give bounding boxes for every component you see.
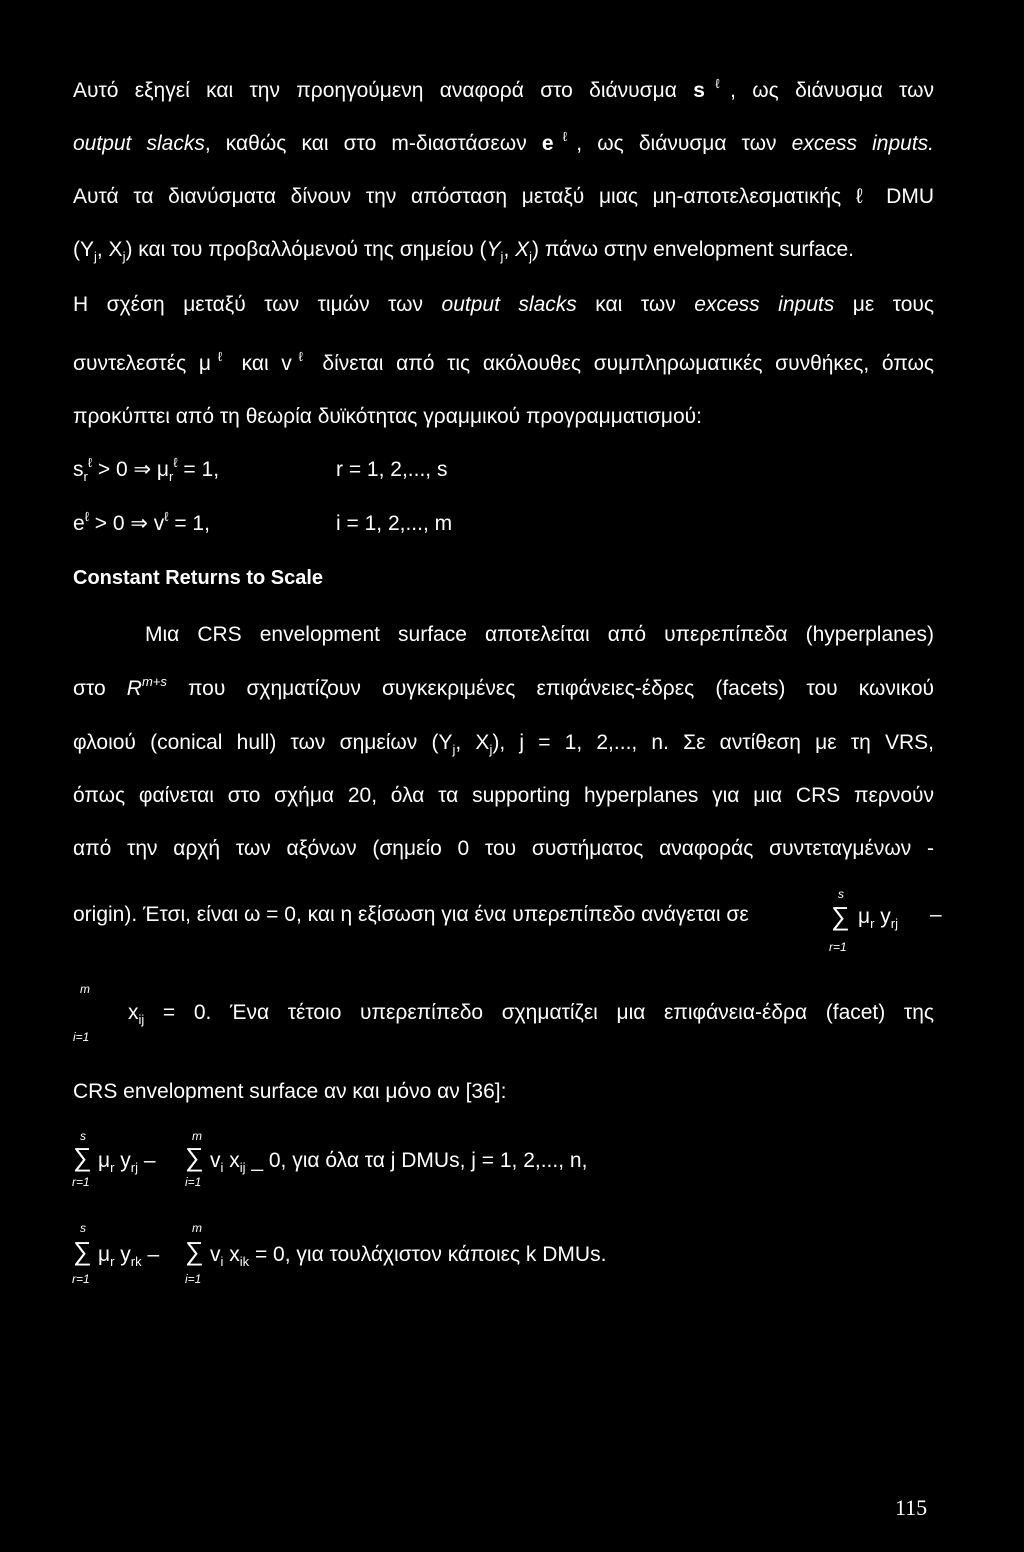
sum-upper-limit: s bbox=[80, 1221, 86, 1235]
sum-upper-limit: m bbox=[192, 1221, 202, 1235]
text-line: CRS envelopment surface αν και μόνο αν [36]: bbox=[73, 1080, 507, 1103]
text-line: από την αρχή των αξόνων (σημείο 0 του συστήματος αναφοράς συντεταγμένων - bbox=[73, 837, 934, 860]
sum-lower-limit: i=1 bbox=[185, 1272, 202, 1286]
sum-lower-limit: i=1 bbox=[185, 1175, 202, 1189]
condition-2: $e^\ell > 0$ ⇒ $v^\ell = 1$, bbox=[73, 509, 210, 535]
text-line: $x_{ij} = 0$. Ένα τέτοιο υπερεπίπεδο σχηματίζει μια επιφάνεια-έδρα (facet) της bbox=[128, 1001, 934, 1027]
sum-lower-limit: i=1 bbox=[73, 1030, 90, 1044]
text-line: συντελεστές $\mu^\ell$ και $v^\ell$ δίνεται από τις ακόλουθες συμπληρωματικές συνθήκες, όπως bbox=[73, 349, 935, 375]
condition-1-range: r = 1, 2,..., s bbox=[336, 458, 448, 481]
summation-symbol: ∑ bbox=[185, 1236, 204, 1266]
page-number: 115 bbox=[895, 1495, 928, 1520]
text-line: στο $R^{m+s}$ που σχηματίζουν συγκεκριμένες επιφάνειες-έδρες (facets) του κωνικού bbox=[73, 674, 934, 700]
sum-lower-limit: r=1 bbox=[829, 940, 847, 954]
sum-upper-limit: m bbox=[192, 1129, 202, 1143]
sum-upper-limit: m bbox=[80, 982, 90, 996]
condition-1: $s_r^\ell > 0$ ⇒ $\mu_r^\ell = 1$, bbox=[73, 455, 220, 484]
text-line: Αυτά τα διανύσματα δίνουν την απόσταση μεταξύ μιας μη-αποτελεσματικής ℓ DMU bbox=[73, 185, 934, 208]
math-term: $\mu_r$ $y_{rj}$ – bbox=[98, 1149, 156, 1175]
text-line: Μια CRS envelopment surface αποτελείται από υπερεπίπεδα (hyperplanes) bbox=[145, 623, 934, 646]
sum-upper-limit: s bbox=[838, 887, 844, 901]
text-line: ($Y_j$, $X_j$) και του προβαλλόμενού της σημείου ($Y_j$, $X_j$) πάνω στην envelopment surface. bbox=[73, 238, 854, 264]
math-term: $\mu_r$ $y_{rj}$ bbox=[858, 905, 899, 931]
text-line: origin). Έτσι, είναι ω = 0, και η εξίσωση για ένα υπερεπίπεδο ανάγεται σε bbox=[73, 903, 749, 926]
text-line: φλοιού (conical hull) των σημείων ($Y_j$, $X_j$), j = 1, 2,..., n. Σε αντίθεση με τη VRS, bbox=[73, 731, 934, 757]
condition-2-range: i = 1, 2,..., m bbox=[336, 512, 453, 535]
minus-sign: – bbox=[930, 903, 942, 926]
section-heading: Constant Returns to Scale bbox=[73, 567, 324, 589]
text-line: Αυτό εξηγεί και την προηγούμενη αναφορά στο διάνυσμα $s^\ell$, ως διάνυσμα των bbox=[73, 76, 935, 102]
summation-symbol: ∑ bbox=[831, 901, 850, 931]
text-line: όπως φαίνεται στο σχήμα 20, όλα τα supporting hyperplanes για μια CRS περνούν bbox=[73, 784, 934, 807]
sum-lower-limit: r=1 bbox=[72, 1272, 90, 1286]
summation-symbol: ∑ bbox=[73, 1236, 92, 1266]
math-term: $\mu_r$ $y_{rk}$ – bbox=[98, 1243, 160, 1269]
math-term: $v_i$ $x_{ik} = 0$, για τουλάχιστον κάποιες k DMUs. bbox=[210, 1243, 607, 1269]
math-term: $v_i$ $x_{ij}$ _ 0, για όλα τα j DMUs, j = 1, 2,..., n, bbox=[210, 1149, 588, 1175]
text-line: προκύπτει από τη θεωρία δυϊκότητας γραμμικού προγραμματισμού: bbox=[73, 405, 703, 428]
summation-symbol: ∑ bbox=[185, 1142, 204, 1172]
summation-symbol: ∑ bbox=[73, 1142, 92, 1172]
text-line: output slacks, καθώς και στο m-διαστάσεων $e^\ell$, ως διάνυσμα των excess inputs. bbox=[73, 129, 934, 155]
text-line: Η σχέση μεταξύ των τιμών των output slacks και των excess inputs με τους bbox=[73, 293, 935, 316]
sum-lower-limit: r=1 bbox=[72, 1175, 90, 1189]
sum-upper-limit: s bbox=[80, 1129, 86, 1143]
